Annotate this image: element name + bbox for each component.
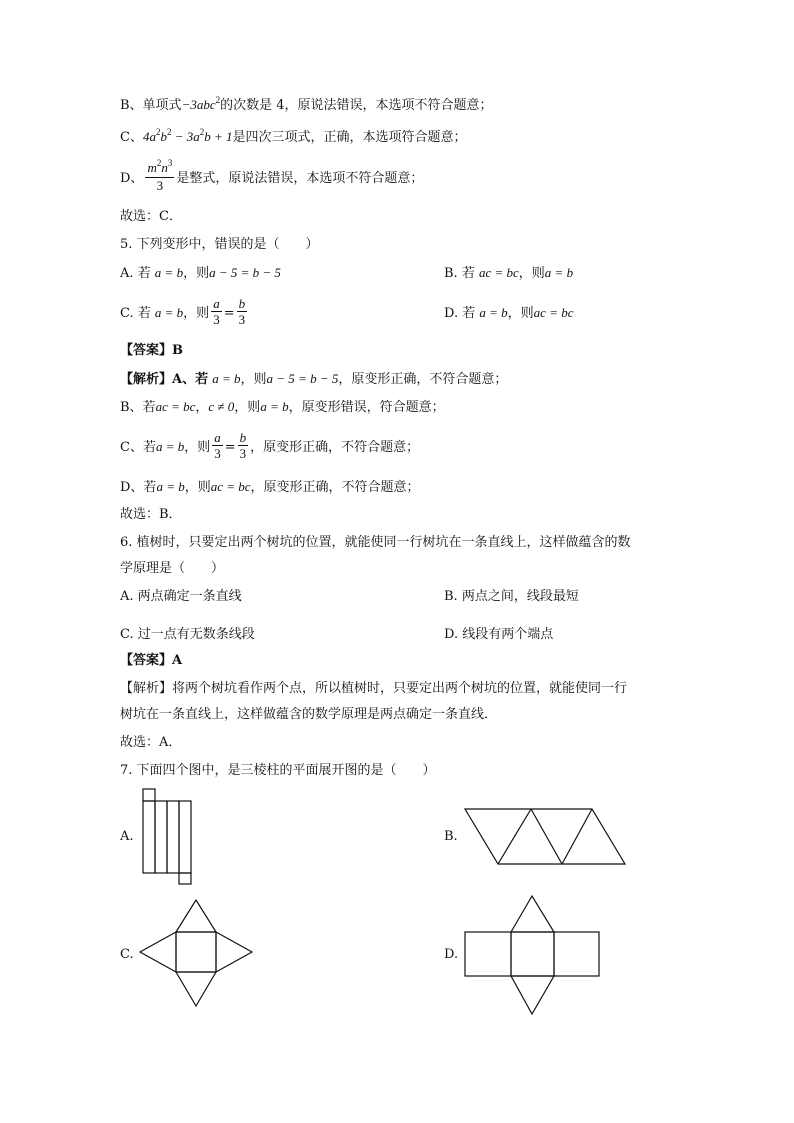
q6-stem-2: 学原理是（ ）	[120, 561, 225, 576]
q5-option-a: A. 若 a = b，则a − 5 = b − 5	[120, 265, 281, 281]
q5-explanation-d: D、若a = b，则ac = bc，原变形正确，不符合题意；	[120, 479, 420, 495]
q6-answer: 【答案】A	[120, 653, 183, 668]
q5-explanation-a: 【解析】A、若 a = b，则a − 5 = b − 5，原变形正确，不符合题意；	[120, 371, 508, 387]
figure-b-net	[462, 806, 632, 868]
q6-option-c: C. 过一点有无数条线段	[120, 627, 255, 642]
q7-stem: 7. 下面四个图中，是三棱柱的平面展开图的是（ ）	[120, 763, 436, 778]
q7-label-d: D.	[444, 947, 459, 962]
q7-label-c: C.	[120, 947, 134, 962]
q5-answer: 【答案】B	[120, 343, 183, 358]
explanation-c-line: C、$4a^2b^2 - 3a^2b + 1$是四次三项式，正确，本选项符合题意；	[120, 127, 467, 145]
q5-option-d: D. 若 a = b，则ac = bc	[444, 305, 574, 321]
q6-stem-1: 6. 植树时，只要定出两个树坑的位置，就能使同一行树坑在一条直线上，这样做蕴含的数	[120, 535, 631, 550]
q7-label-a: A.	[120, 829, 134, 844]
selection-line: 故选：C．	[120, 209, 182, 224]
explanation-d-line: D、 $\frac{m^2n^3}{3}$ 是整式，原说法错误，本选项不符合题意；	[120, 158, 424, 193]
q5-option-b: B. 若 ac = bc，则a = b	[444, 265, 574, 281]
q6-explanation-2: 树坑在一条直线上，这样做蕴含的数学原理是两点确定一条直线．	[120, 707, 498, 722]
q5-option-c: C. 若 a = b，则 $\frac{a}{3}$ = $\frac{b}{3}$	[120, 296, 246, 327]
q5-explanation-b: B、若ac = bc，c ≠ 0，则a = b，原变形错误，符合题意；	[120, 399, 445, 415]
q6-option-b: B. 两点之间，线段最短	[444, 589, 579, 604]
q6-selection: 故选：A．	[120, 735, 182, 750]
q6-option-a: A. 两点确定一条直线	[120, 589, 242, 604]
q7-label-b: B.	[444, 829, 458, 844]
fraction: $\frac{m^2n^3}{3}$	[147, 158, 173, 193]
q6-explanation-1: 【解析】将两个树坑看作两个点，所以植树时，只要定出两个树坑的位置，就能使同一行	[120, 681, 628, 696]
q5-selection: 故选：B．	[120, 507, 182, 522]
figure-c-net	[138, 896, 258, 1012]
q6-option-d: D. 线段有两个端点	[444, 627, 554, 642]
q5-stem: 5. 下列变形中，错误的是（ ）	[120, 237, 319, 252]
figure-a-net	[140, 788, 200, 888]
figure-d-net	[462, 892, 604, 1018]
q5-explanation-c: C、若a = b，则 $\frac{a}{3}$ = $\frac{b}{3}$ ，原变形正确，不符合题意；	[120, 430, 420, 461]
explanation-b-line: B、单项式−3abc$^2$的次数是 4，原说法错误，本选项不符合题意；	[120, 95, 493, 113]
